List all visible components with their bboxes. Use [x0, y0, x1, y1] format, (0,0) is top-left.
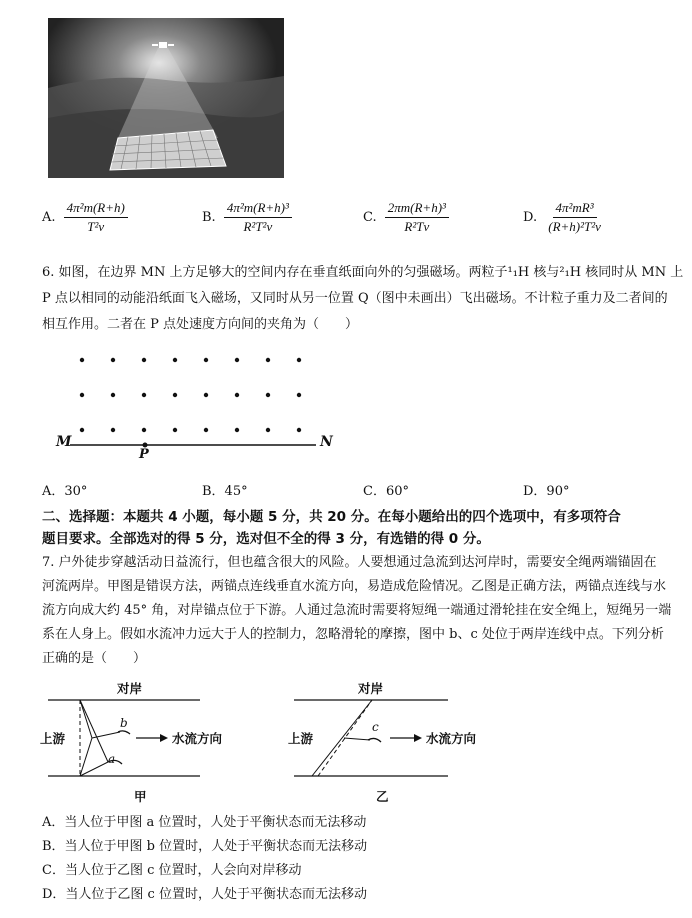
figure-jia-drawing — [40, 676, 260, 811]
figure-jia — [40, 676, 260, 811]
q7-stem-line-4: 系在人身上。假如水流冲力远大于人的控制力，忽略滑轮的摩擦，图中 b、c 处位于两岸连线中点。下列分析 — [42, 627, 664, 642]
q6-option-a[interactable]: A．30° — [42, 484, 88, 499]
fraction-denominator: (R+h)²T²v — [548, 219, 601, 234]
label-n: N — [320, 434, 333, 450]
jia-flow-direction-label: 水流方向 — [172, 731, 223, 746]
q7-stem-line-3: 流方向成大约 45° 角，对岸锚点位于下游。人通过急流时需要将短绳一端通过滑轮挂在安全绳上，短绳另一端 — [42, 603, 672, 618]
fraction-numerator: 4π²m(R+h) — [64, 200, 128, 218]
fraction-numerator: 4π²mR³ — [553, 200, 597, 218]
jia-caption: 甲 — [134, 789, 147, 804]
jia-upstream-label: 上游 — [40, 731, 66, 746]
q5-option-d[interactable] — [523, 200, 604, 235]
yi-upstream-label: 上游 — [288, 731, 314, 746]
q6-stem-line-3: 相互作用。二者在 P 点处速度方向间的夹角为（ ） — [42, 317, 359, 332]
q7-stem-line-2: 河流两岸。甲图是错误方法，两锚点连线垂直水流方向，易造成危险情况。乙图是正确方法，两锚点连线与水 — [42, 579, 667, 594]
fraction-numerator: 4π²m(R+h)³ — [224, 200, 292, 218]
q6-option-d[interactable]: D．90° — [523, 484, 570, 499]
figure-yi-drawing — [290, 676, 530, 811]
q5-option-a[interactable] — [42, 200, 128, 235]
q7-option-d[interactable]: D．当人位于乙图 c 位置时，人处于平衡状态而无法移动 — [42, 887, 367, 902]
section-2-heading-line-1: 二、选择题：本题共 4 小题，每小题 5 分，共 20 分。在每小题给出的四个选项中，有多项符合 — [42, 509, 621, 525]
label-m: M — [56, 434, 72, 450]
q7-stem-line-1: 7. 户外徒步穿越活动日益流行，但也蕴含很大的风险。人要想通过急流到达河岸时，需要安全绳两端锚固在 — [42, 555, 657, 570]
q7-option-b[interactable]: B．当人位于甲图 b 位置时，人处于平衡状态而无法移动 — [42, 839, 368, 854]
satellite-photo — [48, 18, 284, 178]
field-dots — [50, 348, 350, 463]
fraction-denominator: R²Tv — [404, 219, 430, 234]
magnetic-field-figure — [50, 348, 350, 463]
option-letter: D. — [523, 210, 538, 225]
jia-opposite-bank-label: 对岸 — [117, 681, 143, 696]
section-2-heading-line-2: 题目要求。全部选对的得 5 分，选对但不全的得 3 分，有选错的得 0 分。 — [42, 531, 490, 547]
jia-point-b-label: b — [120, 716, 128, 730]
label-p: P — [139, 447, 149, 462]
q6-stem-line-1: 6. 如图，在边界 MN 上方足够大的空间内存在垂直纸面向外的匀强磁场。两粒子¹₁H 核与²₁H 核同时从 MN 上 — [42, 265, 684, 280]
fraction-denominator: T²v — [87, 219, 105, 234]
yi-opposite-bank-label: 对岸 — [358, 681, 384, 696]
q6-stem-line-2: P 点以相同的动能沿纸面飞入磁场，又同时从另一位置 Q（图中未画出）飞出磁场。不计粒子重力及二者间的 — [42, 291, 668, 306]
option-letter: A. — [42, 210, 56, 225]
yi-point-c-label: c — [372, 720, 379, 734]
jia-point-a-label: a — [108, 752, 116, 766]
q7-option-c[interactable]: C．当人位于乙图 c 位置时，人会向对岸移动 — [42, 863, 302, 878]
q5-option-b[interactable] — [202, 200, 292, 235]
q6-option-b[interactable]: B．45° — [202, 484, 248, 499]
yi-flow-direction-label: 水流方向 — [426, 731, 477, 746]
fraction-numerator: 2πm(R+h)³ — [385, 200, 449, 218]
option-letter: B. — [202, 210, 216, 225]
q6-option-c[interactable]: C．60° — [363, 484, 409, 499]
figure-yi — [290, 676, 530, 811]
q7-stem-line-5: 正确的是（ ） — [42, 651, 147, 666]
q5-option-c[interactable] — [363, 200, 449, 235]
option-letter: C. — [363, 210, 377, 225]
q7-option-a[interactable]: A．当人位于甲图 a 位置时，人处于平衡状态而无法移动 — [42, 815, 367, 830]
yi-caption: 乙 — [376, 789, 389, 804]
fraction-denominator: R²T²v — [243, 219, 273, 234]
